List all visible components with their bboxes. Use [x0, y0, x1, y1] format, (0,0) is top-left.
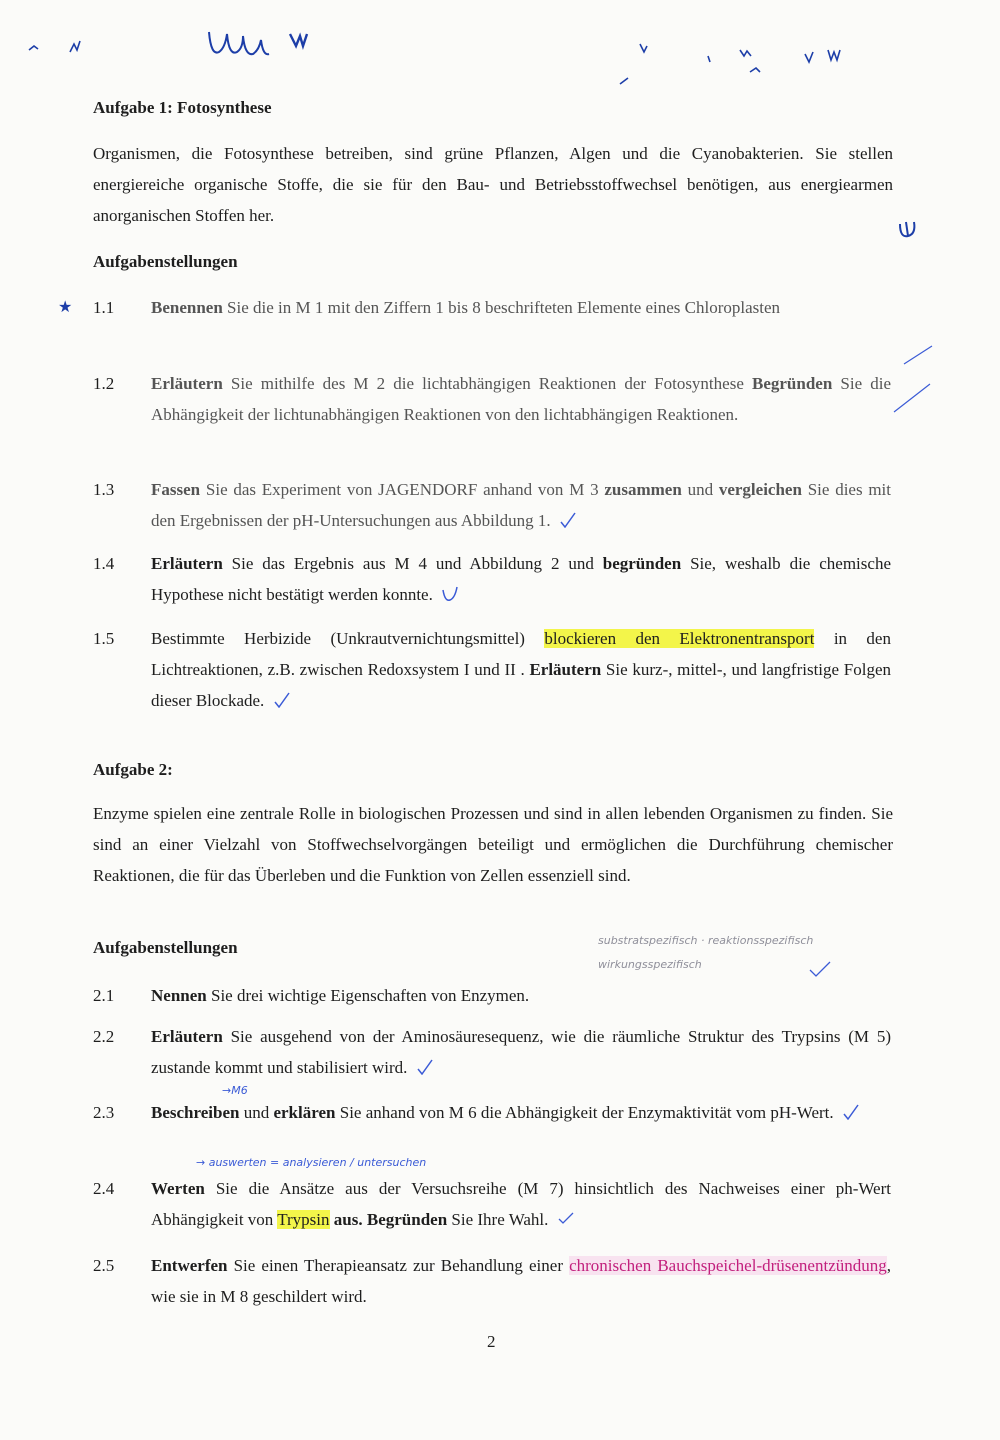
- task-text: [151, 1021, 891, 1083]
- highlighted-text: blockieren den Elektronentransport: [544, 629, 815, 648]
- handwritten-note: → auswerten = analysieren / untersuchen: [196, 1156, 427, 1169]
- task-number: 2.5: [93, 1256, 115, 1275]
- task-text: [151, 292, 891, 323]
- task-number: 2.1: [93, 986, 115, 1005]
- task-number: 2.3: [93, 1103, 115, 1122]
- task-text: [151, 623, 891, 716]
- task-text-segment: Sie anhand von M 6 die Abhängigkeit der Enzymaktivität vom pH-Wert.: [335, 1103, 834, 1122]
- task-text-segment: Sie das Experiment von JAGENDORF anhand von M 3: [200, 480, 605, 499]
- task1-heading: Aufgabe 1: Fotosynthese: [93, 98, 272, 117]
- operator-verb: Nennen: [151, 986, 207, 1005]
- check-mark-icon: [559, 512, 577, 528]
- operator-verb: Entwerfen: [151, 1256, 228, 1275]
- task-text-segment: Sie ausgehend von der Aminosäuresequenz, wie die räumliche Struktur des Trypsins (M 5) zustande kommt und stabilisiert wird.: [151, 1027, 891, 1077]
- task-text-segment: Sie mithilfe des M 2 die lichtabhängigen Reaktionen der Fotosynthese: [222, 374, 744, 393]
- operator-verb: Erläutern: [151, 1027, 223, 1046]
- task-text: [151, 548, 891, 610]
- task2-intro: Enzyme spielen eine zentrale Rolle in biologischen Prozessen und sind in allen lebenden Organismen zu finden. Sie sind an einer Vielzahl von Stoffwechselvorgängen beteiligt und ermöglichen die Durchführung chemischer Reaktionen, die für das Überleben und die Funktion von Zellen essenziell sind.: [93, 804, 893, 885]
- task-text: [151, 1250, 891, 1312]
- task-text-segment: Sie, weshalb die chemische Hypothese nicht bestätigt werden konnte.: [151, 554, 891, 604]
- task-text-segment: Sie drei wichtige Eigenschaften von Enzymen.: [206, 986, 530, 1005]
- task-text-segment: Sie einen Therapieansatz zur Behandlung einer: [227, 1256, 570, 1275]
- highlighted-text: Trypsin: [277, 1210, 330, 1229]
- task-text: [151, 1173, 891, 1235]
- operator-verb: Begründen: [751, 374, 833, 393]
- operator-verb: Erläutern: [529, 660, 602, 679]
- task1-subheading: Aufgabenstellungen: [93, 252, 238, 271]
- task-text: [151, 1097, 891, 1128]
- task-number: 1.4: [93, 554, 115, 573]
- task-text-segment: und: [239, 1103, 274, 1122]
- task-number: 1.2: [93, 374, 115, 393]
- handwritten-note: →M6: [222, 1084, 248, 1097]
- handwritten-note: substratspezifisch · reaktionsspezifisch: [598, 934, 814, 947]
- task-text-segment: Sie die Abhängigkeit der lichtunabhängigen Reaktionen von den lichtabhängigen Reaktionen.: [151, 374, 891, 424]
- check-mark-icon: [557, 1211, 575, 1227]
- operator-verb: Benennen: [151, 298, 223, 317]
- check-mark-icon: [890, 342, 940, 422]
- operator-verb: erklären: [273, 1103, 336, 1122]
- task-number: 2.2: [93, 1027, 115, 1046]
- task-text-segment: und: [681, 480, 719, 499]
- task-number: 2.4: [93, 1179, 115, 1198]
- operator-verb: Erläutern: [151, 374, 223, 393]
- handwritten-note: wirkungsspezifisch: [598, 958, 702, 971]
- operator-verb: Fassen: [151, 480, 201, 499]
- operator-verb: begründen: [602, 554, 682, 573]
- task-number: 1.3: [93, 480, 115, 499]
- task-text-segment: Sie die in M 1 mit den Ziffern 1 bis 8 beschrifteten Elemente eines Chloroplasten: [222, 298, 781, 317]
- highlighted-text: chronischen Bauchspeichel-drüsenentzündung: [569, 1256, 887, 1275]
- check-mark-icon: [808, 960, 832, 980]
- task-text-segment: , wie sie in M 8 geschildert wird.: [151, 1256, 891, 1306]
- task-text-segment: Sie die Ansätze aus der Versuchsreihe (M 7) hinsichtlich des Nachweises einer ph-Wert Abhängigkeit von: [151, 1179, 891, 1229]
- operator-verb: aus. Begründen: [333, 1210, 448, 1229]
- task-text: [151, 980, 891, 1011]
- task-text: [151, 474, 891, 536]
- operator-verb: zusammen: [604, 480, 682, 499]
- task1-intro: Organismen, die Fotosynthese betreiben, sind grüne Pflanzen, Algen und die Cyanobakterien. Sie stellen energiereiche organische Stoffe, die sie für den Bau- und Betriebsstoffwechsel benötigen, aus energiearmen anorganischen Stoffen her.: [93, 144, 893, 225]
- operator-verb: Erläutern: [151, 554, 223, 573]
- task-text-segment: Sie Ihre Wahl.: [447, 1210, 549, 1229]
- task-text: [151, 368, 891, 430]
- page-number: 2: [487, 1332, 496, 1351]
- operator-verb: Werten: [151, 1179, 205, 1198]
- check-mark-icon: [273, 692, 291, 708]
- task-number: 1.1: [93, 298, 115, 317]
- task2-subheading: Aufgabenstellungen: [93, 938, 238, 957]
- task-text-segment: Sie das Ergebnis aus M 4 und Abbildung 2 und: [222, 554, 603, 573]
- ink-scribble-icon: [896, 218, 920, 240]
- task2-heading: Aufgabe 2:: [93, 760, 173, 779]
- ink-scribble-icon: [25, 28, 85, 58]
- ink-scribble-icon: [205, 24, 325, 64]
- check-mark-icon: [842, 1104, 860, 1120]
- check-mark-icon: [441, 586, 459, 602]
- task-text-segment: in den Lichtreaktionen, z.B. zwischen Redoxsystem I und II .: [151, 629, 891, 679]
- task-text-segment: Sie kurz-, mittel-, und langfristige Folgen dieser Blockade.: [151, 660, 891, 710]
- task-text-segment: Bestimmte Herbizide (Unkrautvernichtungsmittel): [151, 629, 545, 648]
- check-mark-icon: [416, 1059, 434, 1075]
- operator-verb: vergleichen: [718, 480, 802, 499]
- task-number: 1.5: [93, 629, 115, 648]
- star-mark-icon: ★: [58, 299, 73, 316]
- ink-scribble-icon: [600, 32, 870, 92]
- operator-verb: Beschreiben: [151, 1103, 240, 1122]
- task-text-segment: Sie dies mit den Ergebnissen der pH-Untersuchungen aus Abbildung 1.: [151, 480, 892, 530]
